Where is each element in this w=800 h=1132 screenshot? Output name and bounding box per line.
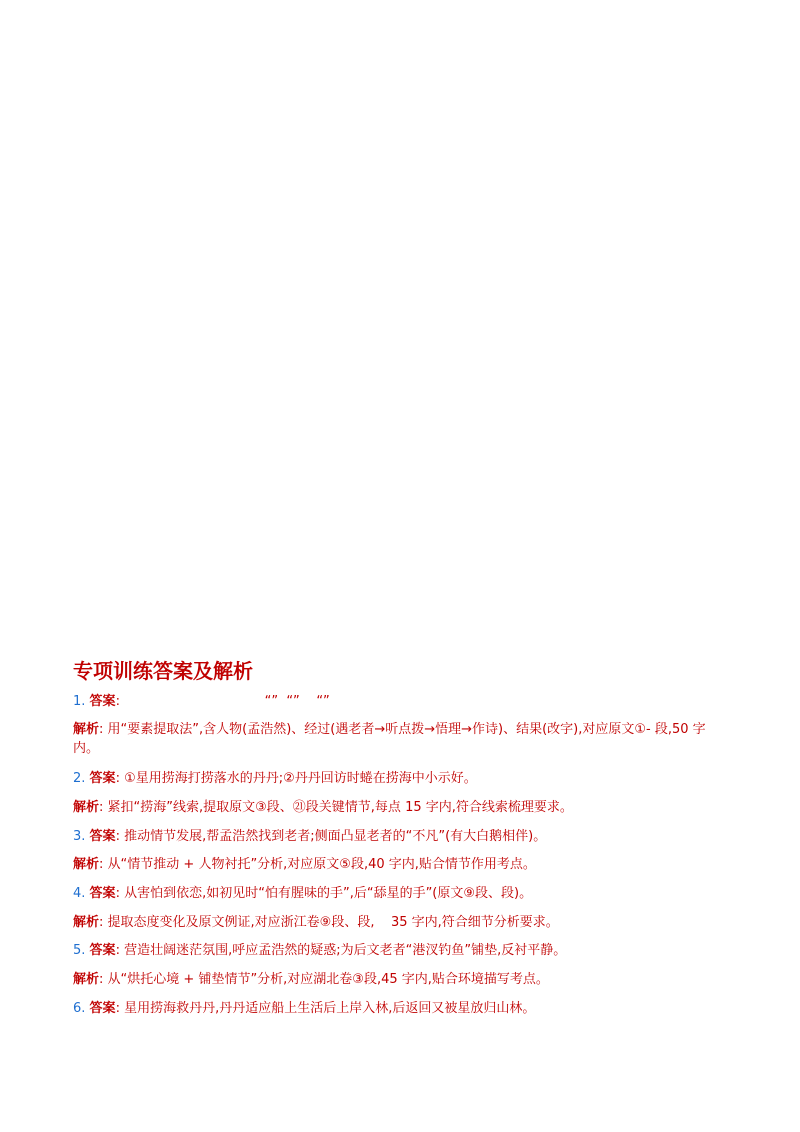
- analysis-label: 解析: [73, 800, 100, 815]
- answer-line-5: 5. 答案: 营造壮阔迷茫氛围,呼应孟浩然的疑惑;为后文老者“港汊钓鱼”铺垫,反衬平静。: [73, 943, 567, 958]
- analysis-label: 解析: [73, 722, 100, 737]
- analysis-label: 解析: [73, 972, 100, 987]
- item-number: 6.: [73, 1001, 86, 1016]
- analysis-label: 解析: [73, 915, 100, 930]
- answer-label: 答案: [89, 771, 116, 786]
- answer-text: ①星用捞海打捞落水的丹丹;②丹丹回访时蜷在捞海中小示好。: [124, 771, 477, 786]
- answer-line-4: 4. 答案: 从害怕到依恋,如初见时“怕有腥味的手”,后“舔星的手”(原文⑨段、段)。: [73, 886, 533, 901]
- analysis-line-2: 解析: 紧扣“捞海”线索,提取原文③段、㉑段关键情节,每点 15 字内,符合线索梳理要求。: [73, 800, 573, 815]
- answer-text: 星用捞海救丹丹,丹丹适应船上生活后上岸入林,后返回又被星放归山林。: [124, 1001, 536, 1016]
- item-number: 5.: [73, 943, 86, 958]
- answer-line-3: 3. 答案: 推动情节发展,帮孟浩然找到老者;侧面凸显老者的“不凡”(有大白鹅相伴)。: [73, 829, 547, 844]
- analysis-text: 用“要素提取法”,含人物(孟浩然)、经过(遇老者→听点拨→悟理→作诗)、结果(改字),对应原文①- 段,50 字内。: [73, 722, 706, 756]
- item-number: 2.: [73, 771, 86, 786]
- item-number: 1.: [73, 694, 86, 709]
- answer-line-2: 2. 答案: ①星用捞海打捞落水的丹丹;②丹丹回访时蜷在捞海中小示好。: [73, 771, 477, 786]
- analysis-line-4: 解析: 提取态度变化及原文例证,对应浙江卷⑨段、段, 35 字内,符合细节分析要求。: [73, 915, 559, 930]
- answer-text: 营造壮阔迷茫氛围,呼应孟浩然的疑惑;为后文老者“港汊钓鱼”铺垫,反衬平静。: [124, 943, 567, 958]
- analysis-label: 解析: [73, 857, 100, 872]
- answer-label: 答案: [89, 694, 116, 709]
- answer-label: 答案: [89, 886, 116, 901]
- analysis-text: 提取态度变化及原文例证,对应浙江卷⑨段、段, 35 字内,符合细节分析要求。: [107, 915, 559, 930]
- analysis-line-3: 解析: 从“情节推动 + 人物衬托”分析,对应原文⑤段,40 字内,贴合情节作用考点。: [73, 857, 536, 872]
- analysis-line-5: 解析: 从“烘托心境 + 铺垫情节”分析,对应湖北卷③段,45 字内,贴合环境描写考点。: [73, 972, 549, 987]
- answer-label: 答案: [89, 829, 116, 844]
- analysis-text: 从“烘托心境 + 铺垫情节”分析,对应湖北卷③段,45 字内,贴合环境描写考点。: [107, 972, 549, 987]
- answer-line-1: 1. 答案: “” “” “”: [73, 694, 330, 709]
- answer-line-6: 6. 答案: 星用捞海救丹丹,丹丹适应船上生活后上岸入林,后返回又被星放归山林。: [73, 1001, 536, 1016]
- answer-text: “” “” “”: [124, 694, 330, 709]
- analysis-text: 从“情节推动 + 人物衬托”分析,对应原文⑤段,40 字内,贴合情节作用考点。: [107, 857, 536, 872]
- section-title: 专项训练答案及解析: [73, 659, 253, 683]
- answer-text: 推动情节发展,帮孟浩然找到老者;侧面凸显老者的“不凡”(有大白鹅相伴)。: [124, 829, 547, 844]
- answer-text: 从害怕到依恋,如初见时“怕有腥味的手”,后“舔星的手”(原文⑨段、段)。: [124, 886, 533, 901]
- answer-label: 答案: [89, 1001, 116, 1016]
- item-number: 3.: [73, 829, 86, 844]
- answer-label: 答案: [89, 943, 116, 958]
- analysis-text: 紧扣“捞海”线索,提取原文③段、㉑段关键情节,每点 15 字内,符合线索梳理要求。: [107, 800, 573, 815]
- item-number: 4.: [73, 886, 86, 901]
- analysis-line-1: 解析: 用“要素提取法”,含人物(孟浩然)、经过(遇老者→听点拨→悟理→作诗)、结果(改字),对应原文①- 段,50 字内。: [73, 722, 706, 756]
